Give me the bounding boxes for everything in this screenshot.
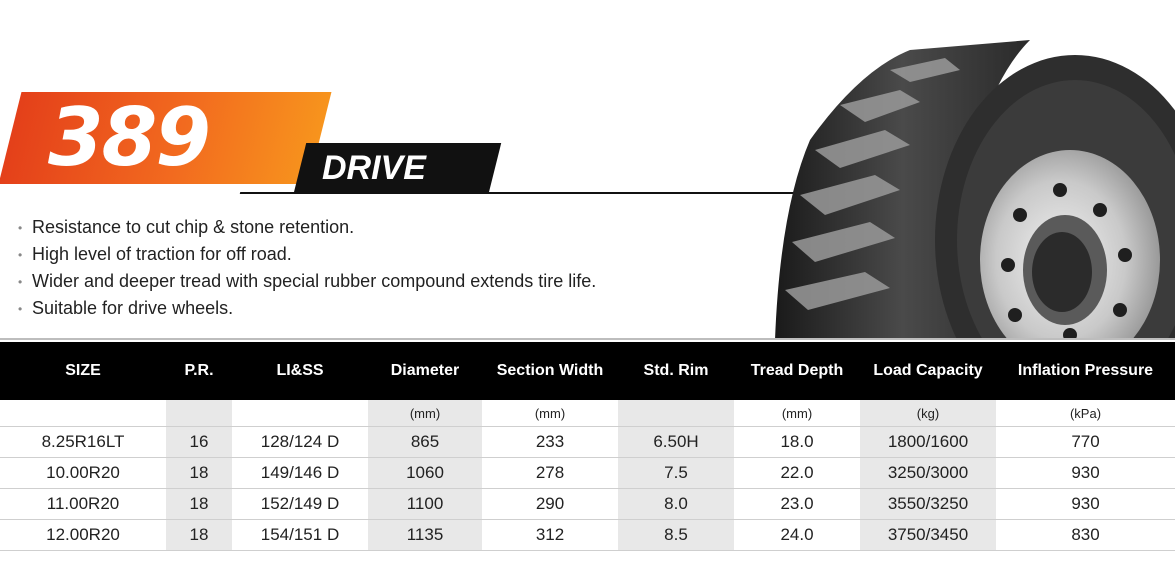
header-ply-rating: P.R. xyxy=(166,342,232,400)
unit-cell: (mm) xyxy=(482,400,618,427)
feature-item: • High level of traction for off road. xyxy=(18,241,596,268)
table-cell: 3750/3450 xyxy=(860,520,996,551)
header-diameter: Diameter xyxy=(368,342,482,400)
header-load-index: LI&SS xyxy=(232,342,368,400)
table-cell: 278 xyxy=(482,458,618,489)
table-cell: 6.50H xyxy=(618,427,734,458)
header-std-rim: Std. Rim xyxy=(618,342,734,400)
unit-cell: (kg) xyxy=(860,400,996,427)
table-cell: 290 xyxy=(482,489,618,520)
table-cell: 16 xyxy=(166,427,232,458)
table-cell: 8.0 xyxy=(618,489,734,520)
table-cell: 1135 xyxy=(368,520,482,551)
spec-table xyxy=(0,342,1175,551)
table-row xyxy=(0,458,1175,489)
table-row xyxy=(0,520,1175,551)
unit-cell: (mm) xyxy=(734,400,860,427)
header-size: SIZE xyxy=(0,342,166,400)
series-label: DRIVE xyxy=(322,149,426,187)
unit-cell xyxy=(232,400,368,427)
table-cell: 8.5 xyxy=(618,520,734,551)
table-cell: 8.25R16LT xyxy=(0,427,166,458)
unit-cell xyxy=(166,400,232,427)
table-cell: 830 xyxy=(996,520,1175,551)
table-cell: 865 xyxy=(368,427,482,458)
bullet-icon: • xyxy=(18,220,23,235)
units-row xyxy=(0,400,1175,427)
table-row xyxy=(0,427,1175,458)
table-cell: 7.5 xyxy=(618,458,734,489)
table-cell: 3550/3250 xyxy=(860,489,996,520)
header-inflation-pressure: Inflation Pressure xyxy=(996,342,1175,400)
table-cell: 152/149 D xyxy=(232,489,368,520)
table-cell: 930 xyxy=(996,458,1175,489)
table-cell: 233 xyxy=(482,427,618,458)
table-cell: 23.0 xyxy=(734,489,860,520)
table-cell: 10.00R20 xyxy=(0,458,166,489)
table-cell: 930 xyxy=(996,489,1175,520)
table-cell: 1100 xyxy=(368,489,482,520)
model-number: 389 xyxy=(48,91,209,184)
table-cell: 11.00R20 xyxy=(0,489,166,520)
unit-cell xyxy=(0,400,166,427)
tire-image xyxy=(770,10,1175,340)
feature-item: • Wider and deeper tread with special rubber compound extends tire life. xyxy=(18,268,596,295)
table-top-rule xyxy=(0,338,1175,340)
header-load-capacity: Load Capacity xyxy=(860,342,996,400)
table-row xyxy=(0,489,1175,520)
table-cell: 18.0 xyxy=(734,427,860,458)
bullet-icon: • xyxy=(18,247,23,262)
table-cell: 12.00R20 xyxy=(0,520,166,551)
unit-cell: (mm) xyxy=(368,400,482,427)
feature-item: • Resistance to cut chip & stone retention. xyxy=(18,214,596,241)
header-section-width: Section Width xyxy=(482,342,618,400)
unit-cell xyxy=(618,400,734,427)
table-header-row xyxy=(0,342,1175,400)
feature-list xyxy=(18,214,596,322)
table-cell: 1060 xyxy=(368,458,482,489)
bullet-icon: • xyxy=(18,274,23,289)
bullet-icon: • xyxy=(18,301,23,316)
table-cell: 154/151 D xyxy=(232,520,368,551)
table-cell: 128/124 D xyxy=(232,427,368,458)
table-cell: 18 xyxy=(166,520,232,551)
table-cell: 18 xyxy=(166,458,232,489)
table-cell: 3250/3000 xyxy=(860,458,996,489)
table-cell: 312 xyxy=(482,520,618,551)
table-cell: 770 xyxy=(996,427,1175,458)
table-cell: 18 xyxy=(166,489,232,520)
feature-item: • Suitable for drive wheels. xyxy=(18,295,596,322)
header-rule xyxy=(240,192,800,194)
header-tread-depth: Tread Depth xyxy=(734,342,860,400)
unit-cell: (kPa) xyxy=(996,400,1175,427)
table-cell: 1800/1600 xyxy=(860,427,996,458)
table-cell: 149/146 D xyxy=(232,458,368,489)
table-cell: 24.0 xyxy=(734,520,860,551)
table-cell: 22.0 xyxy=(734,458,860,489)
